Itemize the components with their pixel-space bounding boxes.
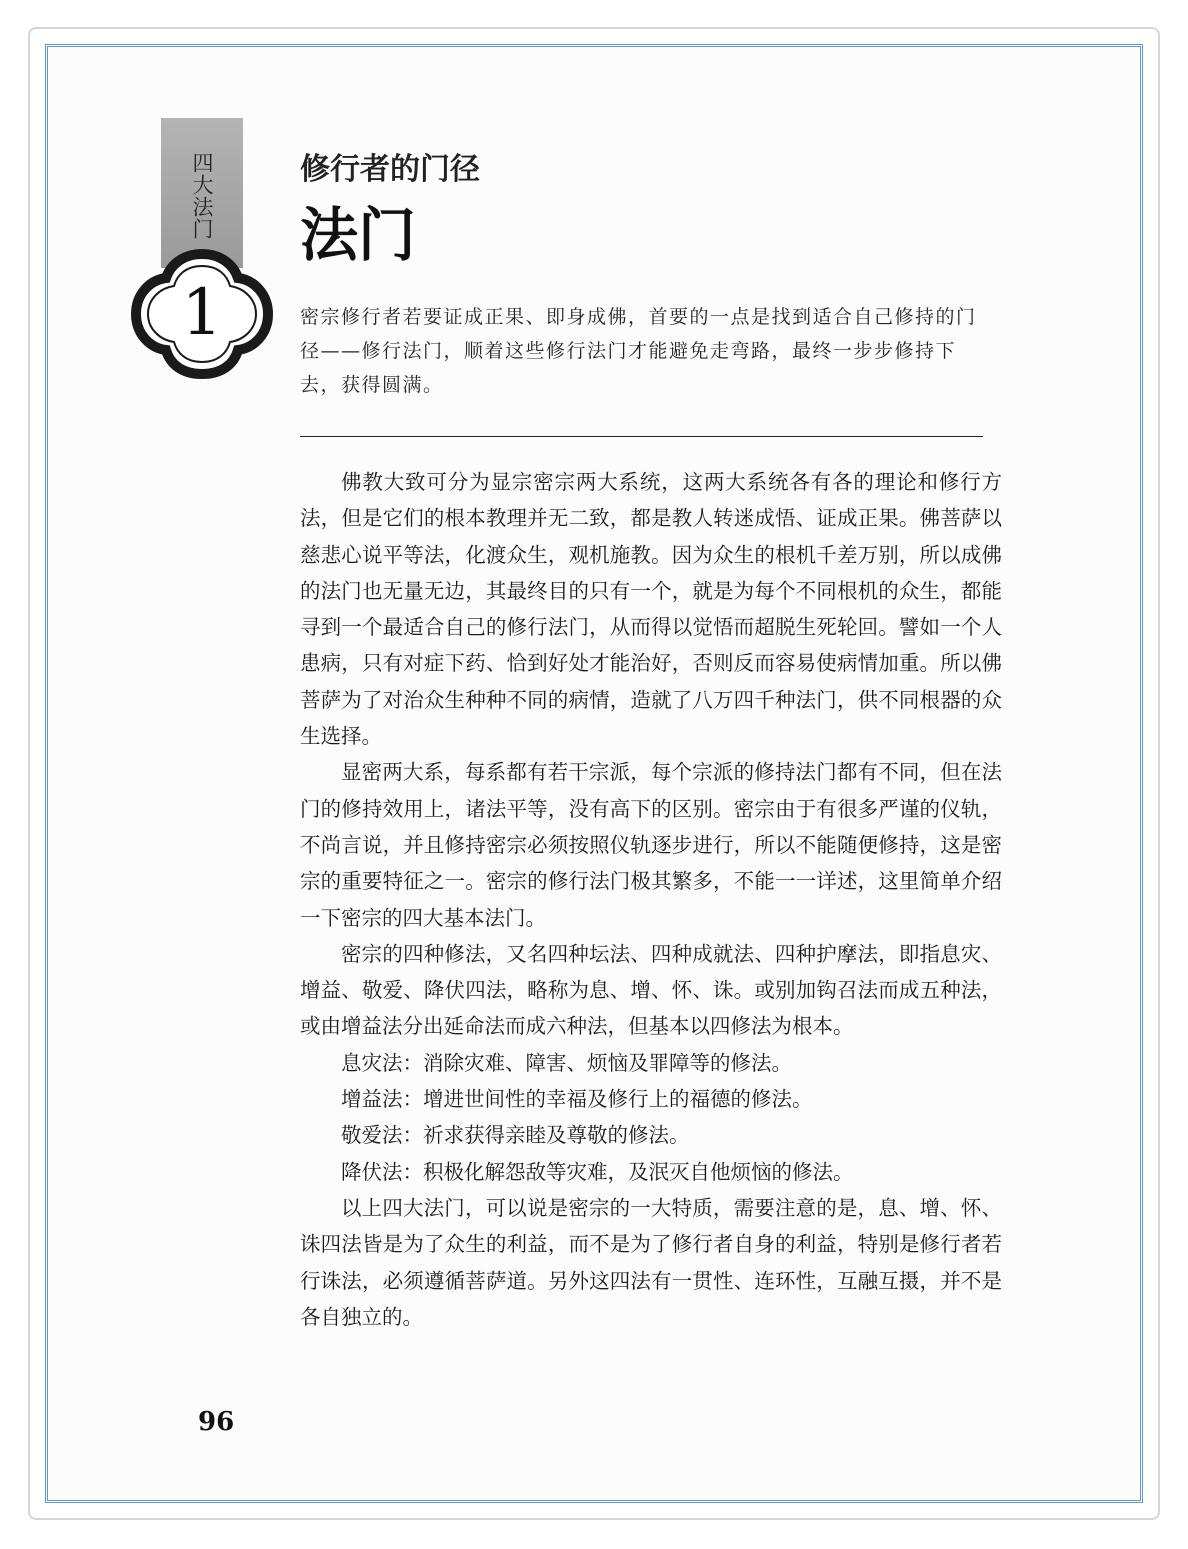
chapter-number: 1 — [181, 276, 223, 350]
paragraph: 密宗的四种修法，又名四种坛法、四种成就法、四种护摩法，即指息灾、增益、敬爱、降伏四法，略称为息、增、怀、诛。或别加钩召法而成五种法，或由增益法分出延命法而成六种法，但基本以四修法为根本。 — [300, 941, 1002, 1039]
intro-text: 密宗修行者若要证成正果、即身成佛，首要的一点是找到适合自己修持的门径——修行法门，顺着这些修行法门才能避免走弯路，最终一步步修持下去，获得圆满。 — [300, 306, 977, 396]
definition-item: 息灾法：消除灾难、障害、烦恼及罪障等的修法。 — [341, 1050, 792, 1075]
paragraph: 显密两大系，每系都有若干宗派，每个宗派的修持法门都有不同，但在法门的修持效用上，诸法平等，没有高下的区别。密宗由于有很多严谨的仪轨，不尚言说，并且修持密宗必须按照仪轨逐步进行，所以不能随便修持，这是密宗的重要特征之一。密宗的修行法门极其繁多，不能一一详述，这里简单介绍一下密宗的四大基本法门。 — [300, 760, 1002, 930]
definition-item: 敬爱法：祈求获得亲睦及尊敬的修法。 — [341, 1123, 690, 1148]
chapter-title: 法门 — [300, 201, 417, 269]
definition-item: 增益法：增进世间性的幸福及修行上的福德的修法。 — [341, 1087, 813, 1112]
chapter-intro — [300, 300, 990, 402]
definition-item: 降伏法：积极化解怨敌等灾难，及泯灭自他烦恼的修法。 — [341, 1159, 854, 1184]
chapter-kicker: 修行者的门径 — [300, 152, 480, 187]
chapter-side-tab-label: 四大法门 — [190, 152, 214, 240]
body-text — [300, 464, 1002, 1335]
page-number: 96 — [198, 1407, 235, 1437]
section-divider — [300, 436, 983, 437]
paragraph: 佛教大致可分为显宗密宗两大系统，这两大系统各有各的理论和修行方法，但是它们的根本教理并无二致，都是教人转迷成悟、证成正果。佛菩萨以慈悲心说平等法，化渡众生，观机施教。因为众生的根机千差万别，所以成佛的法门也无量无边，其最终目的只有一个，就是为每个不同根机的众生，都能寻到一个最适合自己的修行法门，从而得以觉悟而超脱生死轮回。譬如一个人患病，只有对症下药、恰到好处才能治好，否则反而容易使病情加重。所以佛菩萨为了对治众生种种不同的病情，造就了八万四千种法门，供不同根器的众生选择。 — [300, 470, 1002, 749]
paragraph: 以上四大法门，可以说是密宗的一大特质，需要注意的是，息、增、怀、诛四法皆是为了众生的利益，而不是为了修行者自身的利益，特别是修行者若行诛法，必须遵循菩萨道。另外这四法有一贯性、连环性，互融互摄，并不是各自独立的。 — [300, 1195, 1002, 1329]
